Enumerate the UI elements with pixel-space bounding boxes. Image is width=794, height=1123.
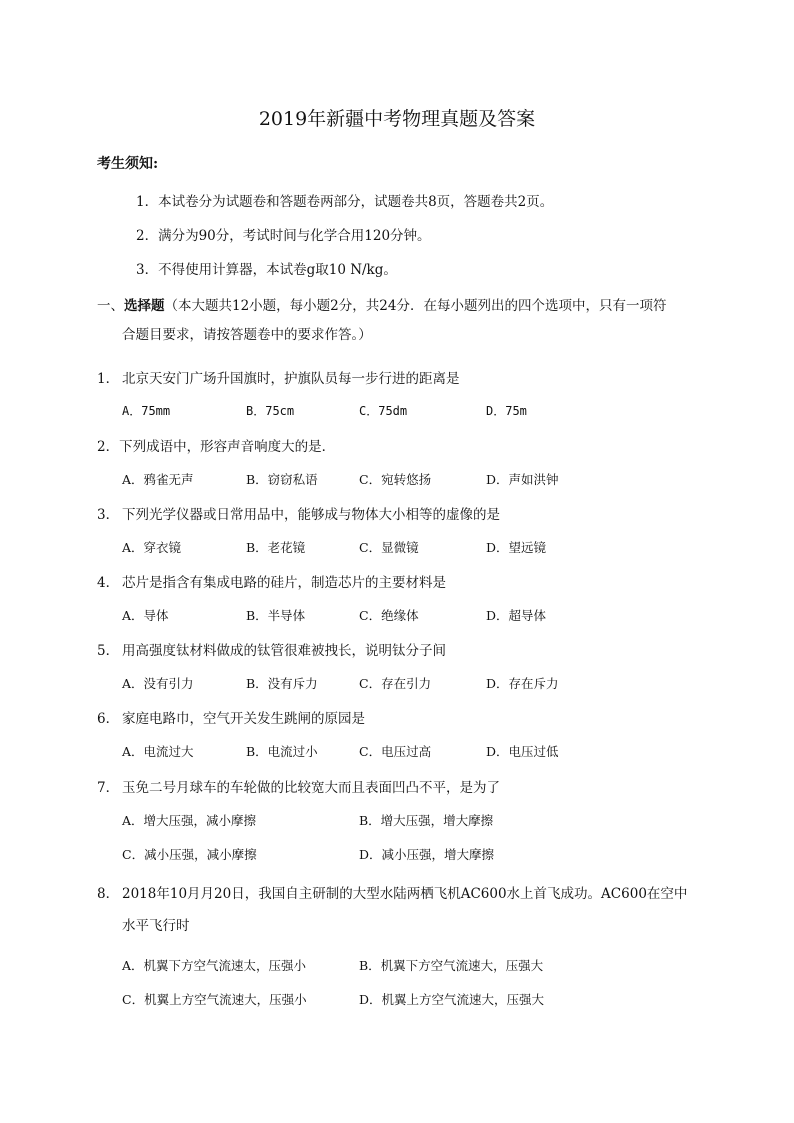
question-number: 7． bbox=[97, 780, 120, 796]
q4-option-d: D．超导体 bbox=[486, 608, 547, 623]
question-5 bbox=[97, 639, 446, 659]
question-number: 2． bbox=[97, 439, 120, 455]
question-number: 4． bbox=[97, 575, 120, 591]
q3-option-d: D．望远镜 bbox=[486, 540, 547, 555]
question-number: 8． bbox=[97, 886, 120, 902]
q6-option-d: D．电压过低 bbox=[486, 744, 559, 759]
q7-option-a: A．增大压强，减小摩擦 bbox=[122, 813, 257, 828]
q5-option-b: B．没有斥力 bbox=[246, 676, 318, 691]
notice-item-1: 1．本试卷分为试题卷和答题卷两部分，试题卷共8页，答题卷共2页。 bbox=[136, 194, 554, 210]
question-1 bbox=[97, 367, 460, 387]
q4-option-c: C．绝缘体 bbox=[359, 608, 419, 623]
q6-option-c: C．电压过高 bbox=[359, 744, 432, 759]
q5-option-a: A．没有引力 bbox=[122, 676, 194, 691]
question-text: 下列成语中，形容声音响度大的是． bbox=[119, 439, 336, 455]
q7-option-b: B．增大压强，增大摩擦 bbox=[359, 813, 494, 828]
q2-option-b: B．窃窃私语 bbox=[246, 472, 318, 487]
q8-option-a: A．机翼下方空气流速太，压强小 bbox=[122, 958, 307, 973]
section-heading bbox=[97, 294, 666, 314]
q2-option-c: C．宛转悠扬 bbox=[359, 472, 432, 487]
page-title: 2019年新疆中考物理真题及答案 bbox=[258, 108, 536, 130]
q5-option-d: D．存在斥力 bbox=[486, 676, 559, 691]
question-number: 3． bbox=[97, 507, 120, 523]
q6-option-b: B．电流过小 bbox=[246, 744, 318, 759]
section-desc-line2: 合题目要求，请按答题卷中的要求作答。） bbox=[122, 327, 372, 343]
q1-option-b: B．75cm bbox=[246, 404, 295, 418]
section-name: 选择题 bbox=[124, 298, 165, 314]
q4-option-a: A．导体 bbox=[122, 608, 169, 623]
question-6 bbox=[97, 707, 365, 727]
q7-option-d: D．减小压强，增大摩擦 bbox=[359, 847, 495, 862]
question-7 bbox=[97, 776, 500, 796]
question-number: 6． bbox=[97, 711, 120, 727]
question-4 bbox=[97, 571, 446, 591]
q3-option-c: C．显微镜 bbox=[359, 540, 419, 555]
q8-option-c: C．机翼上方空气流速大，压强小 bbox=[122, 992, 307, 1007]
section-prefix: 一、 bbox=[97, 298, 124, 314]
question-number: 1． bbox=[97, 371, 120, 387]
q5-option-c: C．存在引力 bbox=[359, 676, 432, 691]
notice-item-2: 2．满分为90分，考试时间与化学合用120分钟。 bbox=[136, 228, 431, 244]
question-8 bbox=[97, 882, 687, 902]
question-text: 北京天安门广场升国旗时，护旗队员每一步行进的距离是 bbox=[122, 371, 460, 387]
q7-option-c: C．减小压强，减小摩擦 bbox=[122, 847, 257, 862]
question-2 bbox=[97, 435, 335, 455]
question-number: 5． bbox=[97, 643, 120, 659]
q8-option-b: B．机翼下方空气流速大，压强大 bbox=[359, 958, 544, 973]
q3-option-a: A．穿衣镜 bbox=[122, 540, 182, 555]
q1-option-a: A．75mm bbox=[122, 404, 171, 418]
q2-option-a: A．鸦雀无声 bbox=[122, 472, 194, 487]
question-text: 玉免二号月球车的车轮做的比较宽大而且表面凹凸不平，是为了 bbox=[122, 780, 500, 796]
question-8-line2: 水平飞行时 bbox=[122, 918, 190, 934]
q2-option-d: D．声如洪钟 bbox=[486, 472, 559, 487]
q6-option-a: A．电流过大 bbox=[122, 744, 194, 759]
question-text: 用高强度钛材料做成的钛管很难被拽长，说明钛分子间 bbox=[122, 643, 446, 659]
q4-option-b: B．半导体 bbox=[246, 608, 306, 623]
question-text: 下列光学仪器或日常用品中，能够成与物体大小相等的虚像的是 bbox=[122, 507, 500, 523]
q8-option-d: D．机翼上方空气流速大，压强大 bbox=[359, 992, 545, 1007]
q3-option-b: B．老花镜 bbox=[246, 540, 306, 555]
notice-item-3: 3．不得使用计算器，本试卷g取10 N/kg。 bbox=[136, 262, 397, 278]
section-desc-line1: （本大题共12小题，每小题2分，共24分．在每小题列出的四个选项中，只有一项符 bbox=[164, 298, 667, 314]
notice-heading: 考生须知: bbox=[97, 156, 159, 172]
question-text: 芯片是指含有集成电路的硅片，制造芯片的主要材料是 bbox=[122, 575, 446, 591]
question-text: 家庭电路巾，空气开关发生跳闸的原园是 bbox=[122, 711, 365, 727]
q1-option-c: C．75dm bbox=[359, 404, 408, 418]
q1-option-d: D．75m bbox=[486, 404, 527, 418]
question-text: 2018年10月月20日，我国自主研制的大型水陆两栖飞机AC600水上首飞成功。AC600在空中 bbox=[122, 886, 688, 902]
question-3 bbox=[97, 503, 500, 523]
